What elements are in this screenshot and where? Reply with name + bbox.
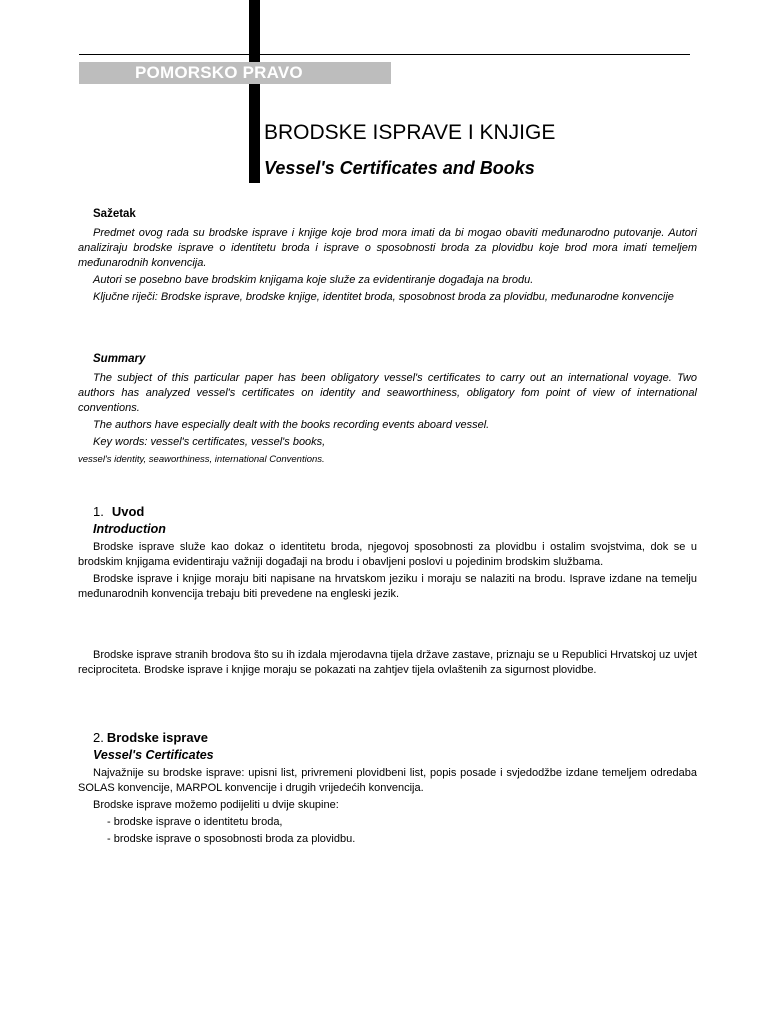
list-item: - brodske isprave o sposobnosti broda za plovidbu. xyxy=(107,833,356,845)
section-1-p3: Brodske isprave stranih brodova što su ih izdala mjerodavna tijela države zastave, priznaju se u Republici Hrvatskoj uz uvjet reciprociteta. Brodske isprave i knjige moraju se pokazati na zahtjev tijela ovlaštenih za sigurnost plovidbe. xyxy=(78,649,697,676)
section-2-p1: Najvažnije su brodske isprave: upisni list, privremeni plovidbeni list, popis posade i svjedodžbe izdane temeljem odredaba SOLAS konvencije, MARPOL konvencije i drugih vrijedećih konvencija. xyxy=(78,767,697,794)
section-1-heading xyxy=(78,503,697,520)
abstract-en-p1: The subject of this particular paper has been obligatory vessel's certificates to carry out an international voyage. Two authors has analyzed vessel's certificates on identity and seaworthiness, obligatory fom point of view of international conventions. xyxy=(78,372,697,414)
abstract-hr xyxy=(78,207,697,307)
abstract-hr-p1: Predmet ovog rada su brodske isprave i knjige koje brod mora imati da bi mogao obaviti međunarodno putovanje. Autori analiziraju brodske isprave o identitetu broda i isprave o sposobnosti broda za plovidbu koje brod mora imati temeljem međunarodnih konvencija. xyxy=(78,227,697,269)
list-item: - brodske isprave o identitetu broda, xyxy=(107,816,283,828)
abstract-en-heading: Summary xyxy=(93,353,146,365)
section-1-p1: Brodske isprave služe kao dokaz o identitetu broda, njegovoj sposobnosti za plovidbu i ostalim svojstvima, dok se u brodskim knjigama evidentiraju važniji događaji na brodu i obavljeni poslovi u pojedinim brodskim službama. xyxy=(78,541,697,568)
section-2-subtitle: Vessel's Certificates xyxy=(93,748,214,762)
abstract-en xyxy=(78,352,697,469)
section-2-number: 2. xyxy=(93,730,104,745)
section-1-title: Uvod xyxy=(111,504,145,519)
section-2-title: Brodske isprave xyxy=(106,730,209,745)
article-subtitle: Vessel's Certificates and Books xyxy=(264,158,535,178)
keywords-en: Key words: vessel's certificates, vessel's books, xyxy=(93,436,326,448)
header-rule xyxy=(79,54,690,55)
abstract-hr-heading: Sažetak xyxy=(93,208,136,220)
section-1-subtitle: Introduction xyxy=(93,522,166,536)
section-1-number: 1. xyxy=(93,504,104,519)
keywords-hr: Ključne riječi: Brodske isprave, brodske knjige, identitet broda, sposobnost broda za plovidbu, međunarodne konvencije xyxy=(93,291,674,303)
section-2-heading xyxy=(78,729,697,746)
abstract-hr-p2: Autori se posebno bave brodskim knjigama koje služe za evidentiranje događaja na brodu. xyxy=(93,274,534,286)
section-1-p2: Brodske isprave i knjige moraju biti napisane na hrvatskom jeziku i moraju se nalaziti na brodu. Isprave izdane na temelju međunarodnih konvencija trebaju biti prevedene na engleski jezik. xyxy=(78,573,697,600)
section-2 xyxy=(78,729,697,849)
section-1 xyxy=(78,503,697,604)
section-banner: POMORSKO PRAVO xyxy=(79,62,391,84)
section-2-p2: Brodske isprave možemo podijeliti u dvije skupine: xyxy=(93,799,339,811)
vertical-accent-bar xyxy=(249,0,260,183)
abstract-en-p2: The authors have especially dealt with the books recording events aboard vessel. xyxy=(93,419,490,431)
article-title: BRODSKE ISPRAVE I KNJIGE xyxy=(264,121,556,144)
section-1-cont xyxy=(78,648,697,680)
keywords-en-cont: vessel's identity, seaworthiness, international Conventions. xyxy=(78,454,325,465)
